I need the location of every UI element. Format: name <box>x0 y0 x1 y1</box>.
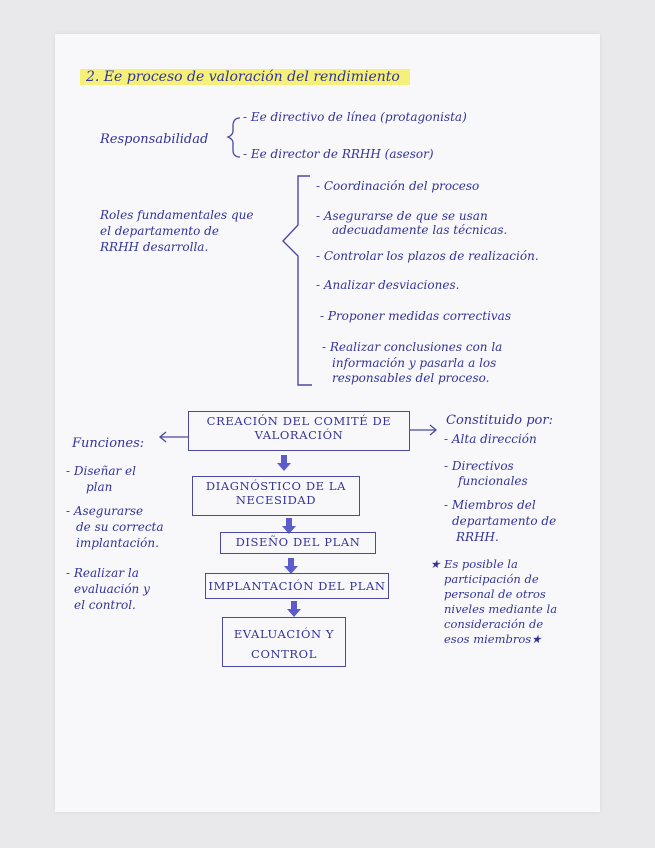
note-line: participación de <box>444 572 539 586</box>
heading-text: 2. Ee proceso de valoración del rendimiento <box>80 69 410 85</box>
flow-step-text: VALORACIÓN <box>254 428 344 442</box>
roles-item-cont: responsables del proceso. <box>332 371 490 385</box>
note-line: ★ Es posible la <box>430 557 518 571</box>
funciones-item: - Realizar la <box>66 566 139 580</box>
funciones-item-cont: evaluación y <box>74 582 150 596</box>
constituido-item-cont: RRHH. <box>456 530 499 544</box>
flow-step-text: IMPLANTACIÓN DEL PLAN <box>208 579 386 593</box>
funciones-item: - Diseñar el <box>66 464 136 478</box>
responsabilidad-item-2: - Ee director de RRHH (asesor) <box>243 147 434 161</box>
flow-step-text: CONTROL <box>251 647 317 661</box>
flow-step-text: EVALUACIÓN Y <box>233 627 335 641</box>
arrow-down-icon <box>287 601 301 617</box>
constituido-item: - Alta dirección <box>444 432 537 446</box>
roles-item: - Asegurarse de que se usan <box>316 209 488 223</box>
constituido-item: - Miembros del <box>444 498 536 512</box>
flow-step-diagnostico <box>192 476 360 516</box>
roles-item: - Analizar desviaciones. <box>316 278 460 292</box>
roles-bracket <box>283 176 312 385</box>
roles-label-line: el departamento de <box>100 224 219 238</box>
constituido-item-cont: departamento de <box>452 514 557 528</box>
roles-item: - Realizar conclusiones con la <box>322 340 503 354</box>
funciones-item-cont: el control. <box>74 598 136 612</box>
flow-step-implantacion <box>205 573 389 599</box>
flow-step-text: DISEÑO DEL PLAN <box>235 535 361 549</box>
note-line: consideración de <box>444 617 544 631</box>
funciones-item-cont: plan <box>86 480 113 494</box>
flow-step-text: CREACIÓN DEL COMITÉ DE <box>206 414 392 428</box>
constituido-label: Constituido por: <box>446 413 553 428</box>
roles-label-line: Roles fundamentales que <box>100 208 254 222</box>
note-line: esos miembros★ <box>444 632 542 646</box>
flow-step-comite <box>188 411 410 451</box>
responsabilidad-label: Responsabilidad <box>100 132 209 147</box>
funciones-item: - Asegurarse <box>66 504 144 518</box>
constituido-item: - Directivos <box>444 459 514 473</box>
note-line: personal de otros <box>444 587 546 601</box>
flow-step-evaluacion <box>222 617 346 667</box>
responsabilidad-brace <box>228 118 240 157</box>
roles-item: - Controlar los plazos de realización. <box>316 249 539 263</box>
roles-item: - Coordinación del proceso <box>316 179 480 193</box>
flow-step-text: DIAGNÓSTICO DE LA <box>205 479 347 493</box>
roles-label-line: RRHH desarrolla. <box>100 240 209 254</box>
roles-item-cont: adecuadamente las técnicas. <box>332 223 508 237</box>
flow-step-text: NECESIDAD <box>235 493 317 507</box>
roles-item-cont: información y pasarla a los <box>332 356 497 370</box>
roles-item: - Proponer medidas correctivas <box>320 309 511 323</box>
funciones-label: Funciones: <box>72 436 145 451</box>
arrow-down-icon <box>284 558 298 574</box>
funciones-item-cont: implantación. <box>76 536 159 550</box>
arrow-down-icon <box>277 455 291 471</box>
flow-step-diseno <box>220 532 376 554</box>
note-line: niveles mediante la <box>444 602 558 616</box>
constituido-item-cont: funcionales <box>458 474 528 488</box>
responsabilidad-item-1: - Ee directivo de línea (protagonista) <box>243 110 467 124</box>
funciones-item-cont: de su correcta <box>76 520 164 534</box>
